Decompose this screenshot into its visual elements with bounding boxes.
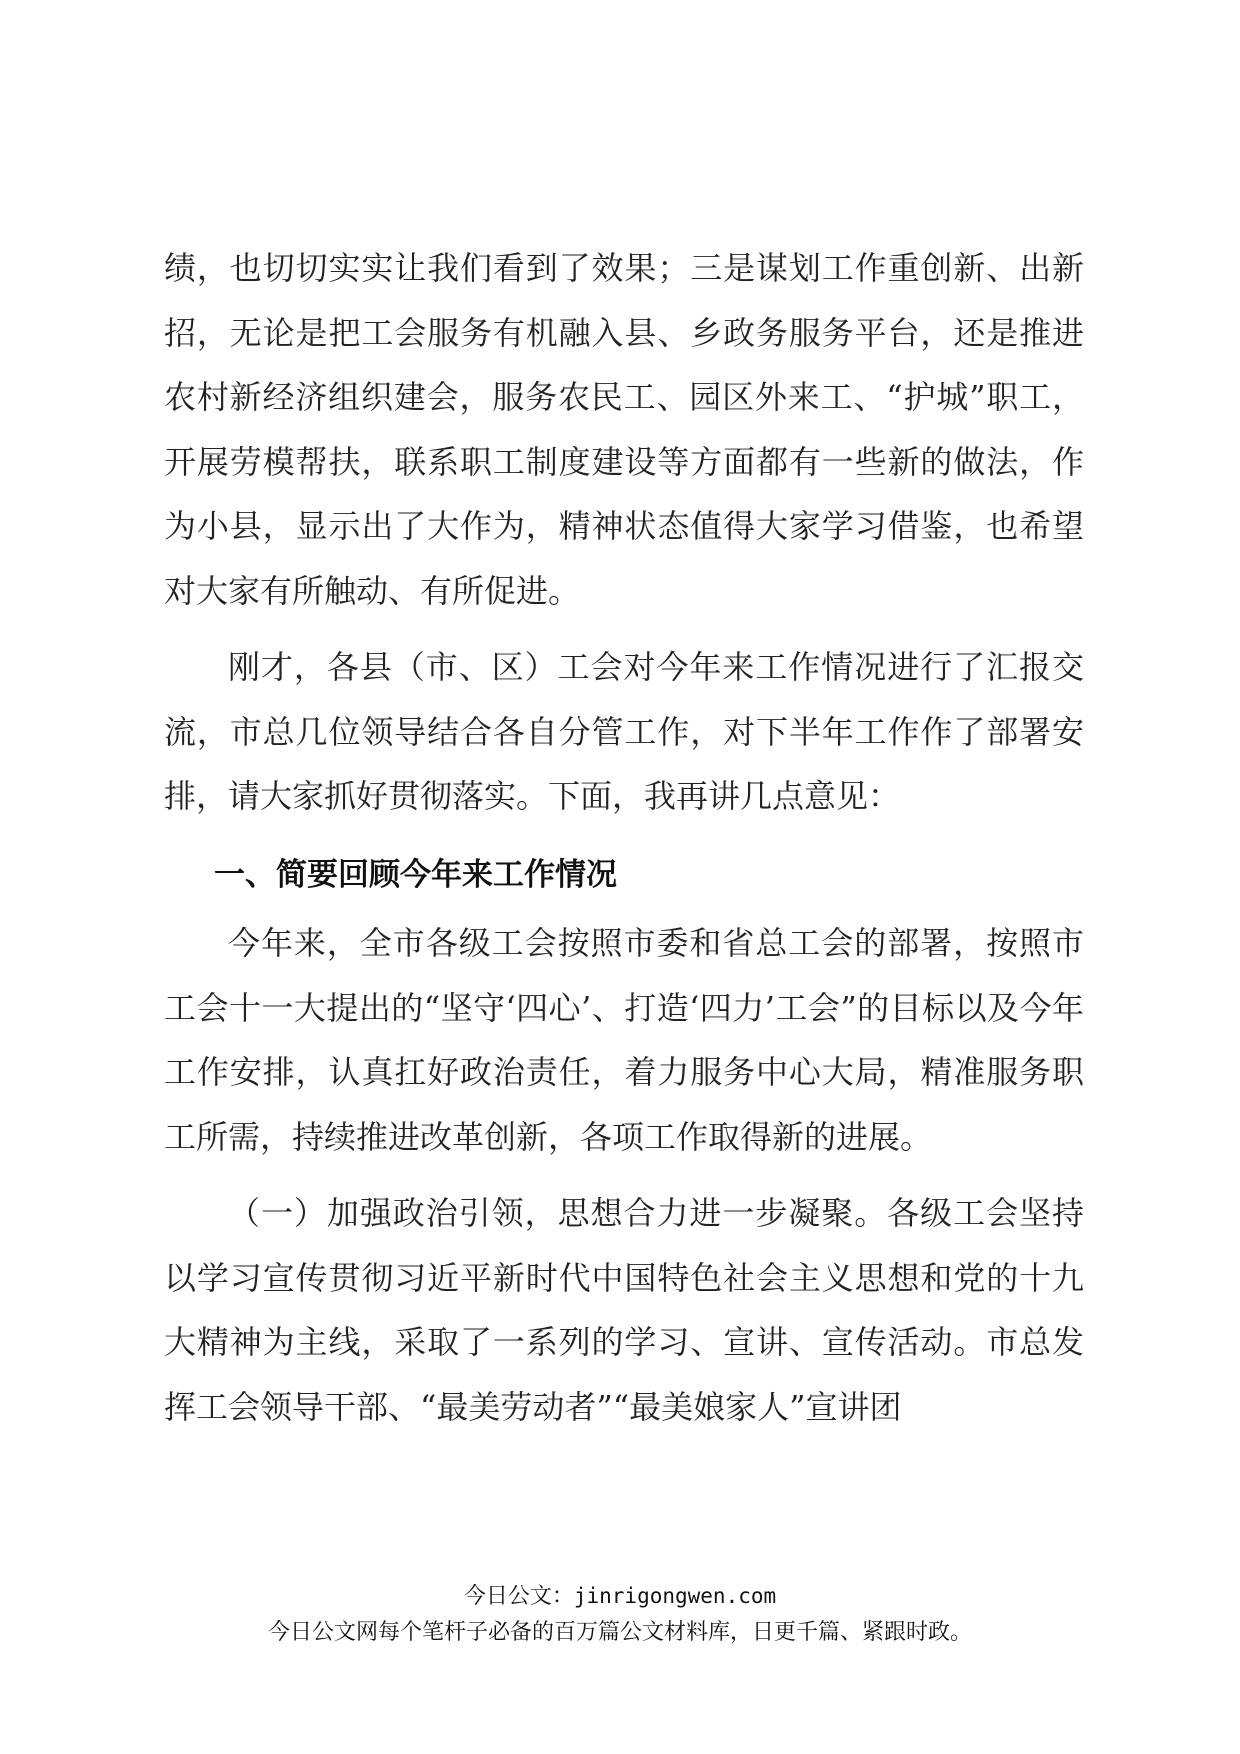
footer-tagline: 今日公文网每个笔杆子必备的百万篇公文材料库，日更千篇、紧跟时政。 xyxy=(267,1620,972,1645)
footer-site-line xyxy=(0,1578,1240,1615)
paragraph-continuation: 绩，也切切实实让我们看到了效果；三是谋划工作重创新、出新招，无论是把工会服务有机融入县、乡政务服务平台，还是推进农村新经济组织建会，服务农民工、园区外来工、“护城”职工，开展劳模帮扶，联系职工制度建设等方面都有一些新的做法，作为小县，显示出了大作为，精神状态值得大家学习借鉴，也希望对大家有所触动、有所促进。 xyxy=(164,249,1084,610)
paragraph-overview: 今年来，全市各级工会按照市委和省总工会的部署，按照市工会十一大提出的“坚守‘四心’、打造‘四力’工会”的目标以及今年工作安排，认真扛好政治责任，着力服务中心大局，精准服务职工所需，持续推进改革创新，各项工作取得新的进展。 xyxy=(164,924,1084,1156)
section-heading: 一、简要回顾今年来工作情况 xyxy=(214,856,617,893)
footer-site-url[interactable]: jinrigongwen.com xyxy=(573,1584,777,1608)
paragraph-political-guidance: （一）加强政治引领，思想合力进一步凝聚。各级工会坚持以学习宣传贯彻习近平新时代中国特色社会主义思想和党的十九大精神为主线，采取了一系列的学习、宣讲、宣传活动。市总发挥工会领导干部、“最美劳动者”“最美娘家人”宣讲团 xyxy=(164,1194,1084,1426)
paragraph-intro: 刚才，各县（市、区）工会对今年来工作情况进行了汇报交流，市总几位领导结合各自分管工作，对下半年工作作了部署安排，请大家抓好贯彻落实。下面，我再讲几点意见： xyxy=(164,648,1084,815)
document-body xyxy=(164,236,1084,1439)
footer-site-label: 今日公文： xyxy=(463,1584,574,1609)
page-footer xyxy=(0,1578,1240,1651)
